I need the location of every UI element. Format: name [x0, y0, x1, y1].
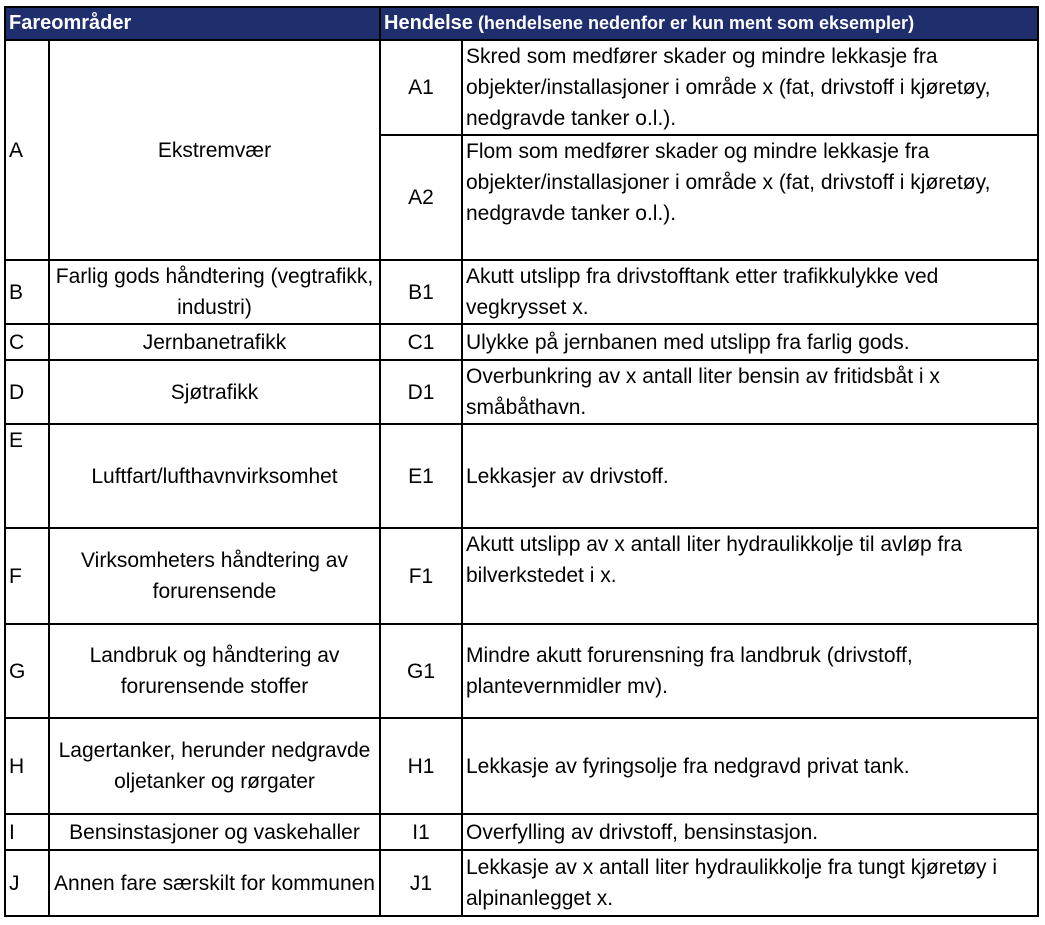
event-text: Akutt utslipp av x antall liter hydraulikkolje til avløp fra bilverkstedet i x. — [462, 528, 1038, 624]
hazard-table — [4, 6, 1039, 917]
header-hendelse-main: Hendelse — [384, 12, 473, 34]
table-row — [5, 324, 1038, 360]
event-text: Akutt utslipp fra drivstofftank etter trafikkulykke ved vegkrysset x. — [462, 260, 1038, 324]
table-row — [5, 850, 1038, 916]
event-text: Flom som medfører skader og mindre lekkasje fra objekter/installasjoner i område x (fat, drivstoff i kjøretøy, nedgravde tanker o.l.). — [462, 135, 1038, 260]
row-area: Farlig gods håndtering (vegtrafikk, industri) — [49, 260, 380, 324]
row-letter: C — [5, 324, 49, 360]
event-code: H1 — [380, 718, 462, 814]
row-letter: A — [5, 40, 49, 260]
event-text: Mindre akutt forurensning fra landbruk (drivstoff, plantevernmidler mv). — [462, 624, 1038, 718]
header-hendelse-note: (hendelsene nedenfor er kun ment som eksempler) — [472, 13, 915, 33]
event-code: A1 — [380, 40, 462, 135]
header-row — [5, 7, 1038, 40]
event-code: F1 — [380, 528, 462, 624]
event-text: Skred som medfører skader og mindre lekkasje fra objekter/installasjoner i område x (fat, drivstoff i kjøretøy, nedgravde tanker o.l.). — [462, 40, 1038, 135]
header-hendelse — [380, 7, 1038, 40]
row-area: Ekstremvær — [49, 40, 380, 260]
table-row — [5, 360, 1038, 424]
table-row — [5, 718, 1038, 814]
row-area: Luftfart/lufthavnvirksomhet — [49, 424, 380, 528]
event-text: Lekkasjer av drivstoff. — [462, 424, 1038, 528]
event-code: E1 — [380, 424, 462, 528]
row-letter: I — [5, 814, 49, 850]
event-code: B1 — [380, 260, 462, 324]
header-fareomrader: Fareområder — [5, 7, 380, 40]
table-row — [5, 260, 1038, 324]
event-text: Ulykke på jernbanen med utslipp fra farlig gods. — [462, 324, 1038, 360]
row-area: Virksomheters håndtering av forurensende — [49, 528, 380, 624]
table-row — [5, 40, 1038, 135]
table-row — [5, 624, 1038, 718]
row-letter: B — [5, 260, 49, 324]
row-area: Landbruk og håndtering av forurensende stoffer — [49, 624, 380, 718]
row-letter: H — [5, 718, 49, 814]
event-code: C1 — [380, 324, 462, 360]
row-letter: E — [5, 424, 49, 528]
table-row — [5, 528, 1038, 624]
event-text: Lekkasje av fyringsolje fra nedgravd privat tank. — [462, 718, 1038, 814]
table-row — [5, 424, 1038, 528]
event-code: D1 — [380, 360, 462, 424]
row-area: Bensinstasjoner og vaskehaller — [49, 814, 380, 850]
row-area: Annen fare særskilt for kommunen — [49, 850, 380, 916]
row-area: Sjøtrafikk — [49, 360, 380, 424]
row-letter: J — [5, 850, 49, 916]
event-text: Overbunkring av x antall liter bensin av fritidsbåt i x småbåthavn. — [462, 360, 1038, 424]
row-letter: D — [5, 360, 49, 424]
event-text: Overfylling av drivstoff, bensinstasjon. — [462, 814, 1038, 850]
row-letter: G — [5, 624, 49, 718]
row-letter: F — [5, 528, 49, 624]
table-row — [5, 814, 1038, 850]
event-text: Lekkasje av x antall liter hydraulikkolje fra tungt kjøretøy i alpinanlegget x. — [462, 850, 1038, 916]
event-code: I1 — [380, 814, 462, 850]
event-code: J1 — [380, 850, 462, 916]
event-code: A2 — [380, 135, 462, 260]
row-area: Jernbanetrafikk — [49, 324, 380, 360]
row-area: Lagertanker, herunder nedgravde oljetanker og rørgater — [49, 718, 380, 814]
event-code: G1 — [380, 624, 462, 718]
